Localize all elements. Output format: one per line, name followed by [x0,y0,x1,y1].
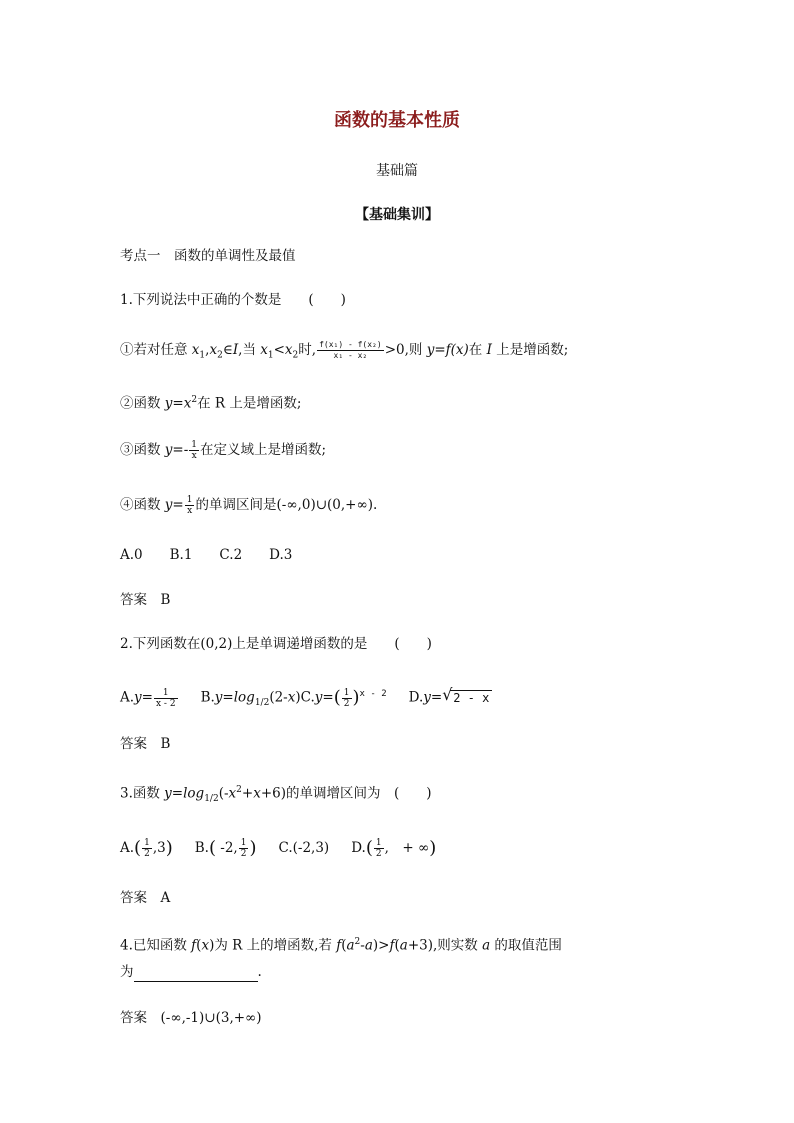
var: I [486,342,492,358]
sub: 1 [199,350,206,361]
paren-close: ) [352,687,360,708]
frac-den: x [187,506,193,516]
q1-statement-1 [120,340,568,366]
text: 为 [120,964,134,980]
q2-answer: 答案 B [120,736,171,752]
q3-stem [120,780,432,809]
text: 时, [298,342,317,358]
text: < [273,342,285,358]
option-label: C. [300,689,315,706]
q4-stem-line1 [120,932,562,956]
exponent: x - 2 [359,689,387,699]
fraction [317,340,384,361]
option-label: D. [408,689,424,706]
frac-den: x [191,451,197,461]
text: , [205,342,210,358]
text: )为 R 上的增函数,若 [209,937,337,954]
frac-num: f(x₁) - f(x₂) [319,340,382,349]
option-label: A. [120,689,135,706]
frac-num: 1 [240,838,247,848]
fraction [374,838,384,859]
text: , + ∞ [384,840,430,856]
text: 在定义域上是增函数; [200,442,327,458]
paren-close: ) [249,837,257,859]
sup: 2 [191,395,198,405]
var: y=log [164,785,205,802]
frac-num: 1 [343,687,350,698]
fraction [142,838,152,859]
q3-answer: 答案 A [120,890,171,906]
frac-num: 1 [375,838,382,848]
frac-den: 2 [144,849,150,859]
q1-stem: 1.下列说法中正确的个数是 ( ) [120,292,346,308]
frac-num: 1 [154,688,178,699]
q2-options [120,684,492,713]
text: 在 [468,342,487,358]
text: -2, [215,840,238,856]
var: f [191,937,197,954]
var: x [284,342,293,358]
var: x [201,937,210,954]
q1-options: A.0 B.1 C.2 D.3 [120,547,293,563]
q4-stem-line2 [120,962,262,982]
var: y=x [164,395,192,412]
text: 3.函数 [120,785,165,802]
text: ,当 [238,342,261,358]
text: ②函数 [120,395,165,412]
radicand: 2 - x [450,690,492,705]
text: 的单调区间是(-∞,0)∪(0,+∞). [195,497,378,513]
option-label: B. [200,689,215,706]
section-tag: 【基础集训】 [355,207,439,223]
sup: 2 [236,785,242,795]
text: ) [295,689,301,706]
var: y=- [164,442,189,458]
fraction [154,688,178,709]
var: a [482,937,491,954]
var: f [389,937,395,954]
text: . [257,964,262,980]
q1-statement-2 [120,390,301,414]
q2-stem: 2.下列函数在(0,2)上是单调递增函数的是 ( ) [120,636,432,652]
fraction [239,838,249,859]
text: ,3 [152,840,166,856]
frac-num: 1 [144,838,150,848]
text: ( [196,937,202,954]
text: ( [341,937,347,954]
text: ( [394,937,400,954]
log-base: 1/2 [204,794,219,805]
var: x [260,342,268,358]
q1-answer: 答案 B [120,592,171,608]
text: +6)的单调增区间为 ( ) [260,785,432,802]
frac-num: 1 [191,440,198,450]
text: 的取值范围 [490,937,562,954]
var: x [191,342,200,358]
var: x [253,785,261,802]
text: + [241,785,254,802]
text: 上是增函数; [491,342,569,358]
sub: 1 [267,350,274,361]
var: f [336,937,342,954]
var: a [399,937,408,954]
log-base: 1/2 [254,698,270,709]
paren-open: ( [333,687,341,708]
paren-open: ( [134,837,142,859]
var: y= [164,497,184,513]
text: ③函数 [120,442,165,458]
var: a [364,937,373,954]
paren-close: ) [165,837,173,859]
sub: 2 [292,350,299,361]
frac-den: x₁ - x₂ [333,351,368,360]
topic-heading: 考点一 函数的单调性及最值 [120,248,296,264]
sub: 2 [217,350,223,361]
text: +3),则实数 [407,937,483,954]
option-c: C.(-2,3) [278,840,330,856]
text: ∈ [222,342,233,358]
var: y=f(x) [426,342,469,358]
text: 在 R 上是增函数; [197,395,302,412]
var: x [209,342,218,358]
frac-den: x - 2 [156,698,176,709]
frac-den: 2 [343,698,350,709]
frac-den: 2 [375,849,382,859]
text: ①若对任意 [120,342,192,358]
var: x [228,785,237,802]
text: (2- [269,689,288,706]
doc-title: 函数的基本性质 [334,110,460,131]
option-label: A. [120,840,135,856]
fraction [189,440,199,461]
answer-blank[interactable] [134,967,258,982]
option-label: B. [194,840,209,856]
fraction [342,688,352,709]
var: y= [134,689,153,706]
text: >0,则 [384,342,427,358]
text: 4.已知函数 [120,937,192,954]
q3-options [120,838,436,859]
frac-num: 1 [186,495,193,505]
paren-open: ( [365,837,373,859]
paren-open: ( [208,837,216,859]
text: ④函数 [120,497,165,513]
var: y= [423,689,443,706]
q4-answer: 答案 (-∞,-1)∪(3,+∞) [120,1010,262,1026]
radical-sign: √ [442,684,453,704]
sup: 2 [354,937,361,947]
paren-close: ) [429,837,437,859]
q1-statement-4 [120,495,377,516]
var: y=log [214,689,255,706]
var: I [232,342,239,358]
doc-subtitle: 基础篇 [376,163,418,179]
fraction [185,495,195,516]
var: y= [314,689,334,706]
var: x [287,689,296,706]
text: )> [372,937,390,954]
frac-den: 2 [240,849,247,859]
text: (- [218,785,229,802]
text: - [360,937,365,954]
var: a [346,937,355,954]
sqrt [442,684,492,708]
q1-statement-3 [120,440,326,461]
option-label: D. [351,840,366,856]
